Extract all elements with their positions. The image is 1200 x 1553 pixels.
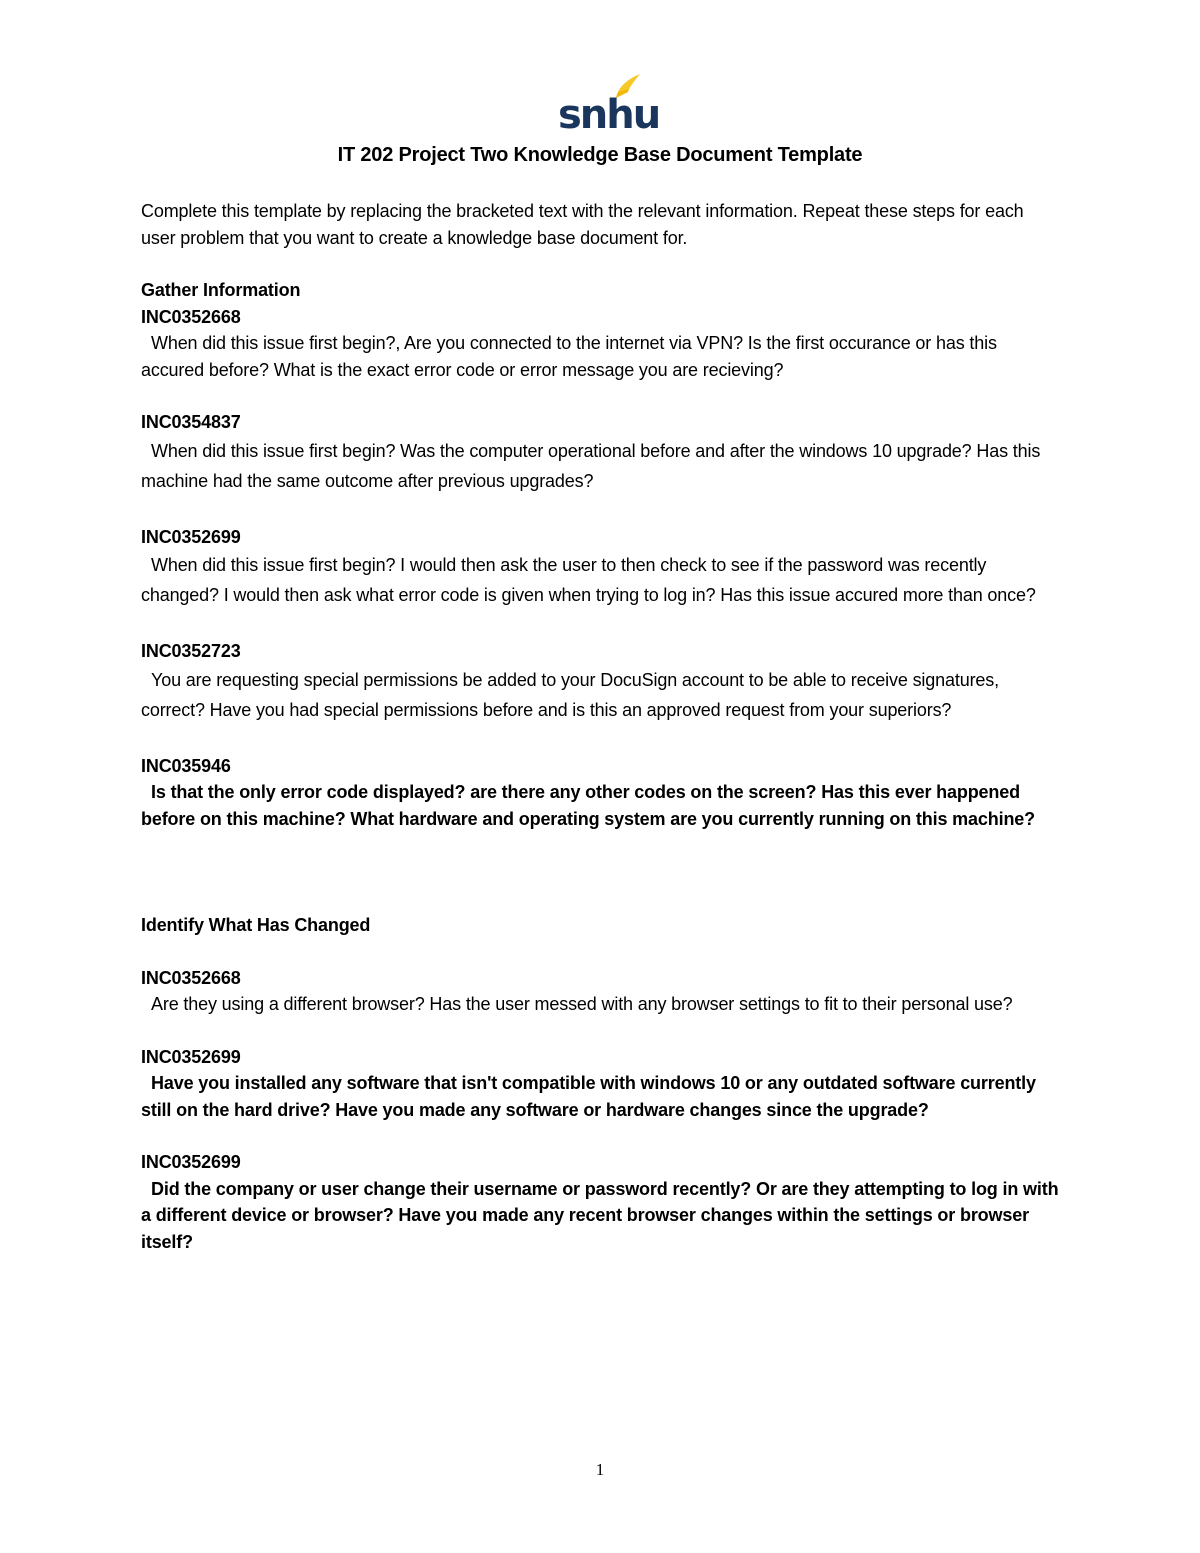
snhu-logo xyxy=(556,70,660,138)
incident-id: INC0352699 xyxy=(141,526,241,547)
incident-id: INC0352668 xyxy=(141,967,241,988)
page-title: IT 202 Project Two Knowledge Base Document Template xyxy=(337,144,863,166)
section-heading-gather: Gather Information xyxy=(141,280,301,300)
incident-id: INC035946 xyxy=(141,755,231,776)
snhu-flame-logo-icon xyxy=(556,70,660,138)
incident-questions: When did this issue first begin? Was the computer operational before and after the windows 10 upgrade? Has this machine had the same outcome after previous upgrades? xyxy=(141,440,1041,491)
incident-questions: When did this issue first begin? I would then ask the user to then check to see if the password was recently changed? I would then ask what error code is given when trying to log in? Has this issue accured more than once? xyxy=(141,555,1036,605)
incident-questions: Have you installed any software that isn't compatible with windows 10 or any outdated software currently still on the hard drive? Have you made any software or hardware changes since the upgrade? xyxy=(141,1073,1036,1120)
incident-id: INC0352699 xyxy=(141,1152,241,1172)
logo-wordmark: snhu xyxy=(558,92,660,138)
incident-questions: When did this issue first begin?, Are you connected to the internet via VPN? Is the first occurance or has this accured before? What is the exact error code or error message you are recieving? xyxy=(141,333,997,380)
incident-questions: Is that the only error code displayed? are there any other codes on the screen? Has this ever happened before on this machine? What hardware and operating system are you currently running on this machine? xyxy=(141,782,1036,829)
intro-paragraph: Complete this template by replacing the bracketed text with the relevant information. Repeat these steps for each user problem that you want to create a knowledge base document for. xyxy=(141,201,1024,248)
section-heading-changed: Identify What Has Changed xyxy=(141,915,371,935)
page-number: 1 xyxy=(595,1460,605,1479)
document-body xyxy=(141,198,1061,1255)
incident-questions: You are requesting special permissions be added to your DocuSign account to be able to receive signatures, correct? Have you had special permissions before and is this an approved request from your superiors? xyxy=(141,669,999,720)
incident-id: INC0354837 xyxy=(141,412,241,432)
incident-id: INC0352723 xyxy=(141,641,241,661)
incident-id: INC0352699 xyxy=(141,1046,241,1067)
incident-id: INC0352668 xyxy=(141,306,241,327)
incident-questions: Are they using a different browser? Has the user messed with any browser settings to fit to their personal use? xyxy=(151,994,1013,1014)
incident-questions: Did the company or user change their username or password recently? Or are they attempting to log in with a different device or browser? Have you made any recent browser changes within the settings or browser itself? xyxy=(141,1178,1059,1252)
